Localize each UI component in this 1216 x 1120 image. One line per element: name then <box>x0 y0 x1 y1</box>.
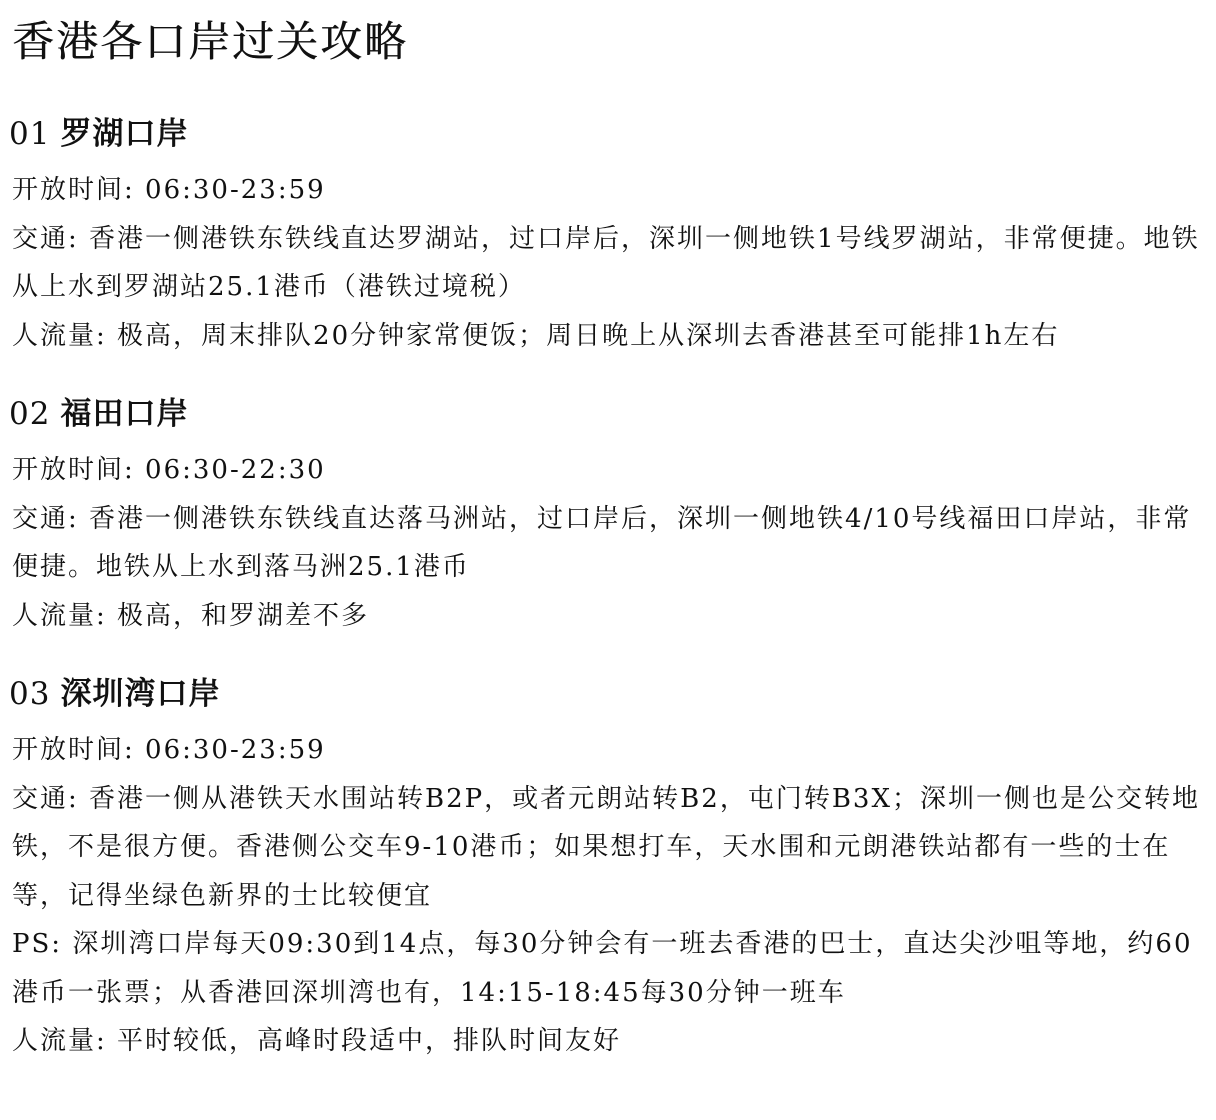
section-number: 03 <box>9 676 51 712</box>
section-futian <box>9 394 1204 640</box>
section-number: 01 <box>9 116 51 152</box>
section-name: 罗湖口岸 <box>60 116 189 152</box>
section-spacer <box>12 640 1204 674</box>
traffic-info: 人流量: 极高，周末排队20分钟家常便饭；周日晚上从深圳去香港甚至可能排1h左右 <box>12 320 1060 351</box>
section-heading <box>9 394 1204 434</box>
section-spacer <box>12 360 1204 394</box>
section-name: 福田口岸 <box>60 396 189 432</box>
section-shenzhen-bay <box>9 674 1204 1066</box>
section-name: 深圳湾口岸 <box>60 676 221 712</box>
transport-info: 交通: 香港一侧从港铁天水围站转B2P，或者元朗站转B2，屯门转B3X；深圳一侧也是公交转地铁，不是很方便。香港侧公交车9-10港币；如果想打车，天水围和元朗港铁站都有一些的士在等，记得坐绿色新界的士比较便宜 <box>12 783 1200 911</box>
section-luohu <box>9 114 1204 360</box>
page-title: 香港各口岸过关攻略 <box>12 17 409 66</box>
section-number: 02 <box>9 396 51 432</box>
transport-info: 交通: 香港一侧港铁东铁线直达罗湖站，过口岸后，深圳一侧地铁1号线罗湖站，非常便捷。地铁从上水到罗湖站25.1港币（港铁过境税） <box>12 223 1200 302</box>
section-heading <box>9 114 1204 154</box>
ps-note: PS: 深圳湾口岸每天09:30到14点，每30分钟会有一班去香港的巴士，直达尖沙咀等地，约60港币一张票；从香港回深圳湾也有，14:15-18:45每30分钟一班车 <box>12 929 1193 1008</box>
section-heading <box>9 674 1204 714</box>
opening-hours: 开放时间: 06:30-22:30 <box>12 455 326 485</box>
opening-hours: 开放时间: 06:30-23:59 <box>12 735 326 765</box>
traffic-info: 人流量: 平时较低，高峰时段适中，排队时间友好 <box>12 1026 622 1056</box>
opening-hours: 开放时间: 06:30-23:59 <box>12 175 326 205</box>
transport-info: 交通: 香港一侧港铁东铁线直达落马洲站，过口岸后，深圳一侧地铁4/10号线福田口岸站，非常便捷。地铁从上水到落马洲25.1港币 <box>12 503 1192 582</box>
traffic-info: 人流量: 极高，和罗湖差不多 <box>12 600 370 631</box>
